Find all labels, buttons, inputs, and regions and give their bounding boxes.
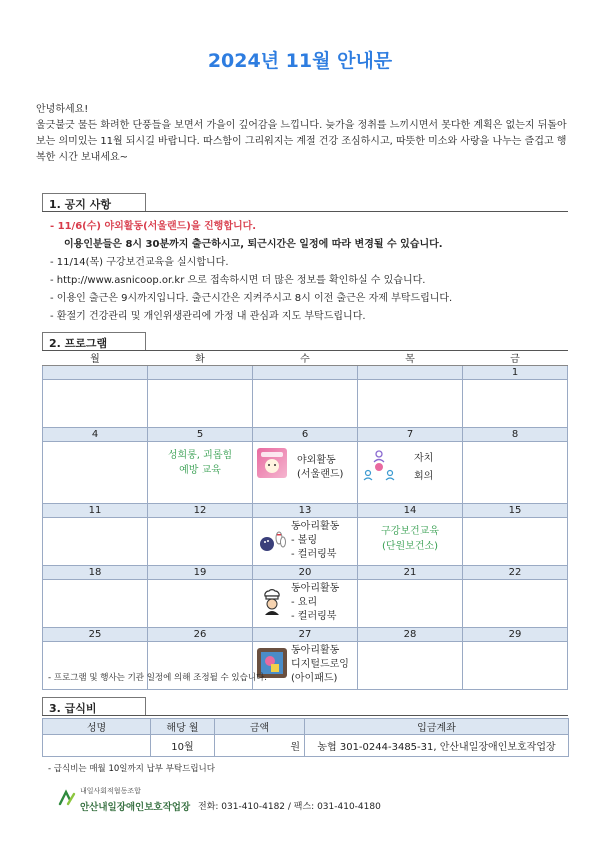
cooperative-name: 내일사회적협동조합: [80, 787, 141, 795]
date-cell: 22: [463, 566, 568, 580]
date-cell: [148, 366, 253, 380]
page-title: 2024년 11월 안내문: [207, 50, 393, 72]
date-cell: 14: [358, 504, 463, 518]
event-line: - 볼링: [291, 535, 318, 546]
event-cell: [43, 380, 148, 428]
date-cell: 12: [148, 504, 253, 518]
event-line: 자치: [414, 453, 434, 464]
date-cell: 15: [463, 504, 568, 518]
notice-item: - 이용인 출근은 9시까지입니다. 출근시간은 지켜주시고 8시 이전 출근은 자제 부탁드립니다.: [50, 293, 453, 304]
event-line: 성희롱, 괴롭힘: [167, 450, 233, 461]
event-cell: [253, 518, 358, 566]
event-line: 동아리활동: [291, 645, 340, 656]
greeting-line-1: 안녕하세요!: [36, 104, 89, 115]
column-header: 성명: [43, 719, 151, 735]
date-cell: 11: [43, 504, 148, 518]
date-cell: 13: [253, 504, 358, 518]
event-cell: [463, 380, 568, 428]
event-cell: [463, 642, 568, 690]
event-self-government-meeting: [358, 442, 462, 503]
event-cell: [148, 518, 253, 566]
date-cell: 5: [148, 428, 253, 442]
contact-info: 전화: 031-410-4182 / 팩스: 031-410-4180: [198, 802, 381, 812]
table-row: [43, 735, 569, 757]
account-cell: 농협 301-0244-3485-31, 안산내일장애인보호작업장: [305, 735, 569, 757]
event-cell: [358, 442, 463, 504]
notice-item: - 11/6(수) 야외활동(서울랜드)을 진행합니다.: [50, 221, 257, 232]
event-line: (단원보건소): [381, 541, 439, 552]
event-line: 회의: [414, 471, 434, 482]
date-cell: 26: [148, 628, 253, 642]
event-cell: [463, 442, 568, 504]
event-cell: [148, 442, 253, 504]
date-cell: 18: [43, 566, 148, 580]
weekday-header: 목: [358, 350, 463, 366]
section-meal-fee-heading: 3. 급식비: [42, 697, 146, 715]
event-line: - 컬러링북: [291, 549, 337, 560]
meal-fee-note: - 급식비는 매월 10일까지 납부 부탁드립니다: [48, 764, 215, 774]
amount-cell: 원: [215, 735, 305, 757]
outing-image: [257, 448, 287, 478]
date-cell: 6: [253, 428, 358, 442]
event-cell: [463, 580, 568, 628]
weekday-header: 수: [253, 350, 358, 366]
event-line: 동아리활동: [291, 521, 340, 532]
event-harassment-education: [148, 442, 252, 478]
event-line: 구강보건교육: [381, 526, 439, 537]
section-divider: [42, 715, 568, 716]
event-cell: [43, 518, 148, 566]
date-cell: 21: [358, 566, 463, 580]
event-line: (아이패드): [291, 673, 338, 684]
weekday-header: 화: [148, 350, 253, 366]
event-line: 야외활동: [297, 455, 336, 466]
footer: [58, 782, 578, 818]
chef-icon: [257, 586, 287, 616]
event-cell: [43, 442, 148, 504]
event-line: - 컬러링북: [291, 611, 337, 622]
notice-item: 이용인분들은 8시 30분까지 출근하시고, 퇴근시간은 일정에 따라 변경될 수 있습니다.: [64, 239, 443, 250]
event-cell: [358, 380, 463, 428]
event-cell: [43, 580, 148, 628]
date-cell: 25: [43, 628, 148, 642]
event-line: - 요리: [291, 597, 318, 608]
event-line: (서울랜드): [297, 469, 344, 480]
date-cell: 1: [463, 366, 568, 380]
event-oral-health-education: [358, 518, 462, 554]
event-club-bowling: [253, 518, 357, 565]
event-line: 디지털드로잉: [291, 659, 349, 670]
greeting-line-2: 울긋불긋 물든 화려한 단풍들을 보면서 가을이 깊어감을 느낍니다. 늦가을 정취를 느끼시면서 못다한 계획은 없는지 뒤돌아보는 의미있는 11월 되시길 바랍니다. 따스함이 그리워지는 계절 건강 조심하시고, 따뜻한 미소와 사랑을 나누는 즐겁고 행복한 시간 보내세요~: [36, 120, 567, 163]
event-club-digital-drawing: [253, 642, 357, 689]
program-note: - 프로그램 및 행사는 기관 일정에 의해 조정될 수 있습니다.: [48, 673, 267, 683]
notice-item: - http://www.asnicoop.or.kr 으로 접속하시면 더 많은 정보를 확인하실 수 있습니다.: [50, 275, 426, 286]
column-header: 해당 월: [151, 719, 215, 735]
greeting: [36, 102, 572, 166]
month-cell: 10월: [151, 735, 215, 757]
section-program-heading: 2. 프로그램: [42, 332, 146, 350]
name-cell: [43, 735, 151, 757]
event-cell: [253, 442, 358, 504]
event-cell: [148, 580, 253, 628]
bowling-icon: [257, 524, 287, 554]
date-cell: [358, 366, 463, 380]
date-cell: 29: [463, 628, 568, 642]
event-club-cooking: [253, 580, 357, 627]
date-cell: [43, 366, 148, 380]
date-cell: 28: [358, 628, 463, 642]
event-cell: [358, 580, 463, 628]
date-cell: 19: [148, 566, 253, 580]
organization-name: 안산내일장애인보호작업장: [80, 802, 191, 813]
event-cell: [253, 380, 358, 428]
date-cell: [253, 366, 358, 380]
date-cell: 20: [253, 566, 358, 580]
event-cell: [253, 580, 358, 628]
weekday-header: 월: [43, 350, 148, 366]
program-calendar: [42, 350, 568, 690]
event-cell: [358, 642, 463, 690]
date-cell: 4: [43, 428, 148, 442]
event-cell: [253, 642, 358, 690]
event-cell: [358, 518, 463, 566]
section-divider: [42, 211, 568, 212]
notice-item: - 11/14(목) 구강보건교육을 실시합니다.: [50, 257, 229, 268]
organization-logo: [58, 788, 78, 806]
event-line: 예방 교육: [179, 465, 221, 476]
date-cell: 8: [463, 428, 568, 442]
weekday-header: 금: [463, 350, 568, 366]
section-notice-heading: 1. 공지 사항: [42, 193, 146, 211]
meal-fee-table: [42, 718, 569, 757]
event-cell: [148, 380, 253, 428]
date-cell: 27: [253, 628, 358, 642]
column-header: 입금계좌: [305, 719, 569, 735]
event-outing: [253, 442, 357, 503]
meeting-people-icon: [362, 448, 392, 478]
notice-item: - 환절기 건강관리 및 개인위생관리에 가정 내 관심과 지도 부탁드립니다.: [50, 311, 366, 322]
event-line: 동아리활동: [291, 583, 340, 594]
event-cell: [463, 518, 568, 566]
date-cell: 7: [358, 428, 463, 442]
column-header: 금액: [215, 719, 305, 735]
notice-list: [50, 218, 570, 326]
